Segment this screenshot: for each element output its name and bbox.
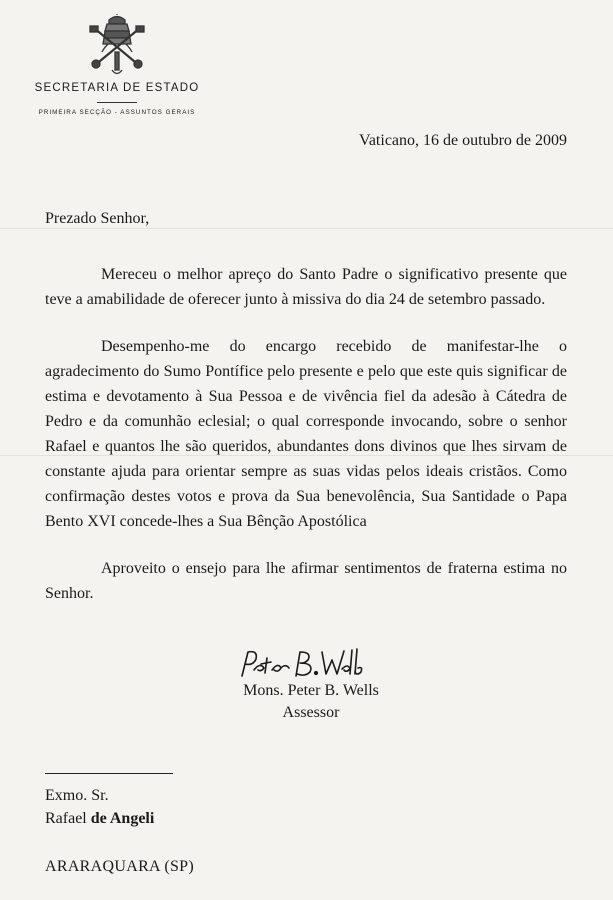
signature-block xyxy=(226,646,396,724)
recipient-rule xyxy=(45,773,173,774)
body-paragraph: Mereceu o melhor apreço do Santo Padre o significativo presente que teve a amabilidade de oferecer junto à missiva do dia 24 de setembro passado. xyxy=(45,266,567,308)
recipient-city: ARARAQUARA (SP) xyxy=(45,858,194,875)
body-paragraph: Desempenho-me do encargo recebido de manifestar-lhe o agradecimento do Sumo Pontífice pelo presente e pelo que este quis significar de estima e devotamento à Sua Pessoa e de vivência fiel da adesão à Cátedra de Pedro e da comunhão eclesial; o qual corresponde invocando, sobre o senhor Rafael e quantos lhe são queridos, abundantes dons divinos que lhes sirvam de constante ajuda para orientar sempre as suas vidas pelos ideais cristãos. Como confirmação destes votos e prova da Sua benevolência, Sua Santidade o Papa Bento XVI concede-lhes a Sua Bênção Apostólica xyxy=(45,338,567,530)
recipient-block xyxy=(45,784,154,830)
recipient-last-name: de Angeli xyxy=(90,810,155,827)
signer-title: Assessor xyxy=(282,704,340,721)
department-name: SECRETARIA DE ESTADO xyxy=(34,82,200,94)
dateline: Vaticano, 16 de outubro de 2009 xyxy=(359,132,567,149)
signer-name: Mons. Peter B. Wells xyxy=(243,682,379,699)
recipient-honorific: Exmo. Sr. xyxy=(45,787,109,804)
body-paragraph: Aproveito o ensejo para lhe afirmar sentimentos de fraterna estima no Senhor. xyxy=(45,560,567,602)
salutation: Prezado Senhor, xyxy=(45,210,150,227)
recipient-name xyxy=(45,807,154,830)
section-name: PRIMEIRA SECÇÃO - ASSUNTOS GERAIS xyxy=(38,109,196,116)
paper-fold-line xyxy=(0,228,613,229)
letter-body xyxy=(45,262,567,628)
letterhead xyxy=(22,14,212,116)
papal-coat-of-arms-icon xyxy=(82,14,152,78)
recipient-first-name: Rafael xyxy=(45,810,87,827)
letterhead-rule xyxy=(97,102,137,103)
handwritten-signature xyxy=(234,646,364,680)
